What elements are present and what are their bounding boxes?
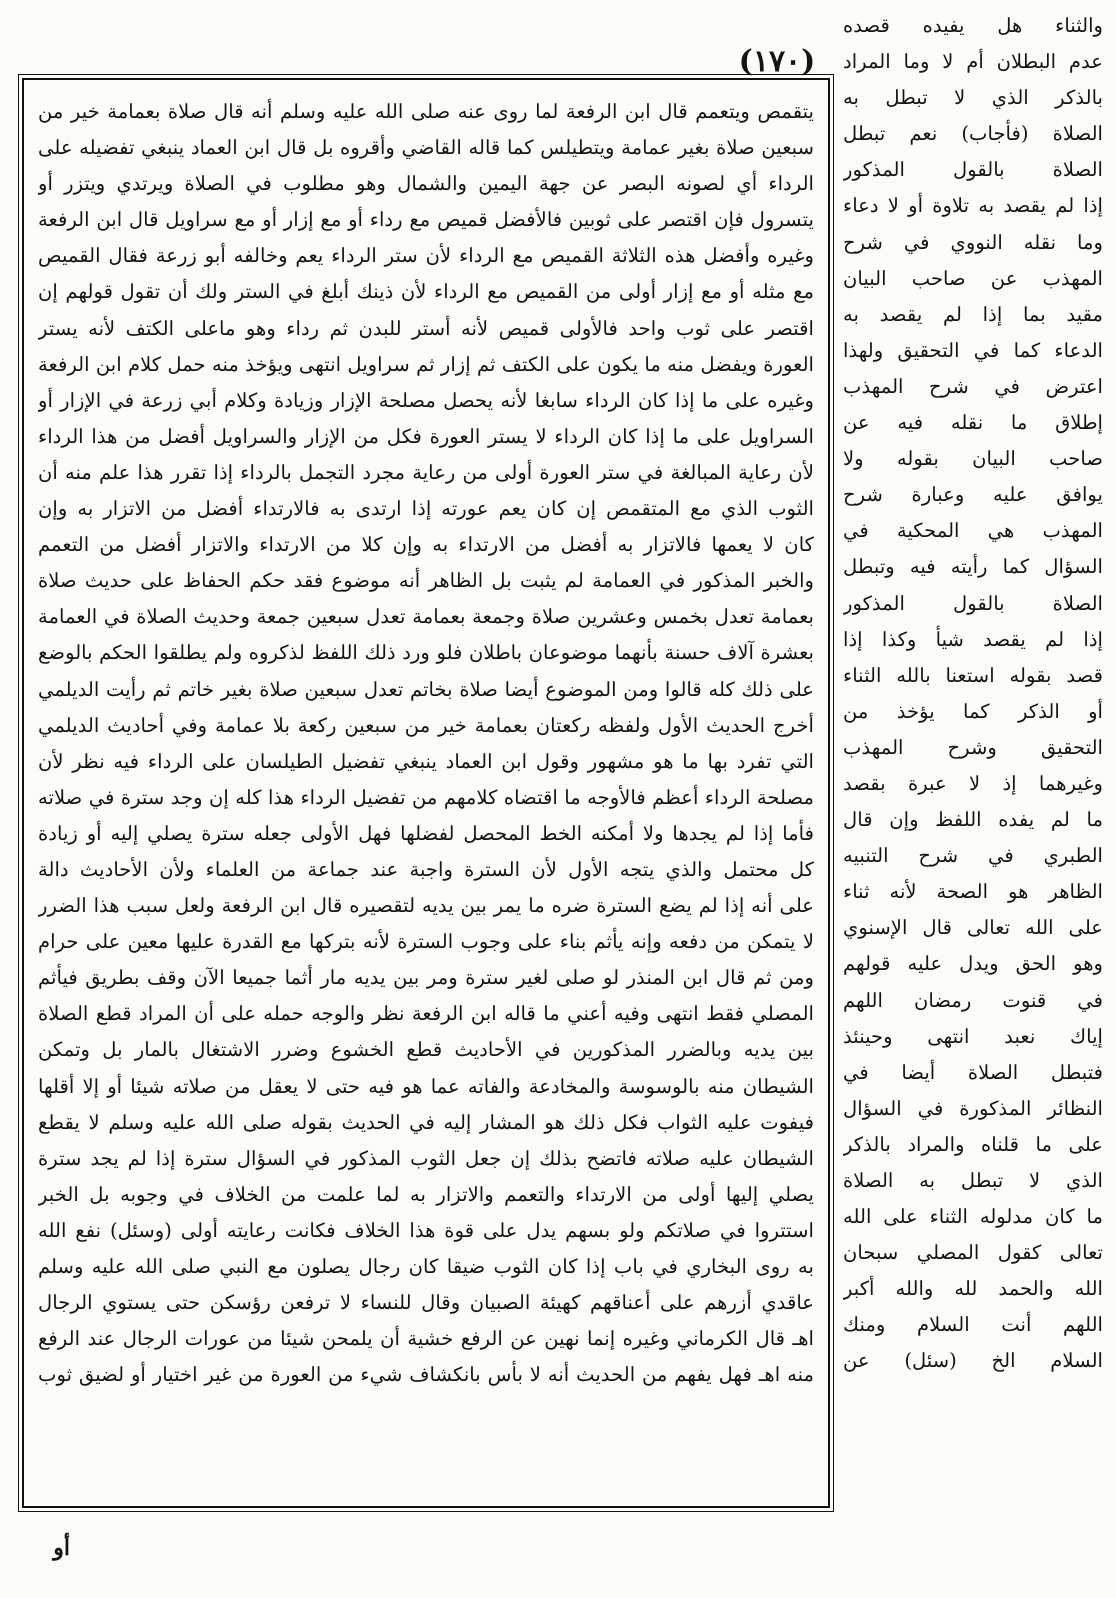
margin-text-line: ما كان مدلوله الثناء على الله xyxy=(843,1205,1103,1229)
margin-text-line: إذا لم يقصد شيأ وكذا إذا xyxy=(843,627,1103,651)
margin-text-line: قصد بقوله استعنا بالله الثناء xyxy=(843,663,1103,687)
main-text-line: بين يديه وبالضرر المذكورين في الأحاديث قطع الخشوع وضرر الاشتغال بالمار بل وتمكن xyxy=(38,1038,814,1062)
margin-text-line: يوافق عليه وعبارة شرح xyxy=(843,483,1103,507)
margin-text-line: إياك نعبد انتهى وحينئذ xyxy=(843,1024,1103,1048)
main-text-body xyxy=(38,94,814,1393)
margin-text-line: النظائر المذكورة في السؤال xyxy=(843,1096,1103,1120)
margin-text-line: السلام الخ (سئل) عن xyxy=(843,1349,1103,1373)
main-text-frame xyxy=(22,78,830,1508)
margin-text-line: الذي لا تبطل به الصلاة xyxy=(843,1169,1103,1192)
margin-text-line: التحقيق وشرح المهذب xyxy=(843,735,1103,759)
main-text-line: كان لا يعمها فالاتزار به أفضل من الارتداء به وإن كلا من الارتداء والاتزار أفضل من التعمم xyxy=(38,533,814,557)
margin-text-line: إطلاق ما نقله فيه عن xyxy=(843,411,1103,435)
main-text-line: والخبر المذكور في العمامة لم يثبت بل الظاهر أنه موضوع فقد حكم الحفاظ على حديث صلاة xyxy=(38,569,814,593)
margin-text-line: المهذب عن صاحب البيان xyxy=(843,266,1103,290)
margin-text-line: تعالى كقول المصلي سبحان xyxy=(843,1241,1103,1265)
main-text-line: به روى البخاري في باب إذا كان الثوب ضيقا كان رجال يصلون مع النبي صلى الله عليه وسلم xyxy=(38,1255,814,1278)
main-text-line: يتسرول فإن اقتصر على ثوبين فالأفضل قميص مع رداء أو مع إزار أو مع سراويل قال ابن الرفعة xyxy=(38,208,814,232)
main-text-line: بعشرة آلاف حسنة بأنهما موضوعان باطلان فلو ورد ذلك اللفظ لذكروه ولم يطلقوا الحكم بالوضع xyxy=(38,641,814,665)
margin-text-line: مقيد بما إذا لم يقصد به xyxy=(843,302,1103,326)
margin-text-line: وغيرهما إذ لا عبرة بقصد xyxy=(843,771,1103,795)
margin-text-line: إذا لم يقصد به تلاوة أو لا دعاء xyxy=(843,194,1103,218)
main-text-line: العورة ويفضل منه ما يكون على الكتف ثم إزار ثم سراويل انتهى ويؤخذ منه حمل كلام ابن الرفعة xyxy=(38,352,814,376)
margin-text-line: وهو الحق ويدل عليه قولهم xyxy=(843,952,1103,976)
main-text-line: السراويل على ما إذا كان الرداء لا يستر العورة فكل من الإزار والسراويل أفضل من هذا الرداء xyxy=(38,424,814,448)
main-text-line: فأما إذا لم يجدها ولا أمكنه الخط المحصل لفضلها فهل الأولى جعله سترة يصلي إليه أو زيادة xyxy=(38,821,814,845)
main-text-line: فيفوت عليه الثواب فكل ذلك هو المشار إليه في الحديث بقوله صلى الله عليه وسلم لا يقطع xyxy=(38,1110,814,1134)
margin-text-line: على الله تعالى قال الإسنوي xyxy=(843,916,1103,940)
main-text-line: مع مثله أو مع إزار أولى من القميص مع الرداء لأن ذينك أبلغ في الستر ولك أن تقول قولهم إن xyxy=(38,280,814,304)
main-text-line: سبعين صلاة بغير عمامة ويتطيلس كما قاله القاضي وأقروه بل قال ابن العماد ينبغي تفضيله على xyxy=(38,136,814,160)
main-text-line: لا يتمكن من دفعه وإنه يأثم بناء على وجوب السترة لأنه بتركها مع القدرة عليها معين على حرام xyxy=(38,930,814,954)
margin-text-line: الصلاة بالقول المذكور xyxy=(843,591,1103,615)
margin-text-line: وما نقله النووي في شرح xyxy=(843,230,1103,254)
main-text-line: الشيطان عليه صلاته فاتضح بذلك إن جعل الثوب المذكور في السؤال سترة إذا لم يجد سترة xyxy=(38,1146,814,1170)
margin-text-line: على ما قلناه والمراد بالذكر xyxy=(843,1132,1103,1156)
margin-text-line: اللهم أنت السلام ومنك xyxy=(843,1313,1103,1337)
main-text-line: اهـ قال الكرماني وغيره إنما نهين عن الرفع خشية أن يلمحن شيئا من عورات الرجال عند الرفع xyxy=(38,1327,814,1351)
margin-text-line: فتبطل الصلاة أيضا في xyxy=(843,1060,1103,1084)
margin-text-line: الظاهر هو الصحة لأنه ثناء xyxy=(843,880,1103,904)
margin-text-line: عدم البطلان أم لا وما المراد xyxy=(843,50,1103,74)
main-text-line: ومن ثم قال ابن المنذر لو صلى لغير سترة ومر بين يديه مار أثما جميعا الآن وقف بطريق فيأثم xyxy=(38,966,814,990)
main-text-line: عاقدي أزرهم على أعناقهم كهيئة الصبيان وقال للنساء لا ترفعن رؤسكن حتى يستوي الرجال xyxy=(38,1291,814,1315)
margin-text-line: الطبري في شرح التنبيه xyxy=(843,844,1103,868)
main-text-line: على ذلك كله قالوا ومن الموضوع أيضا صلاة بخاتم تعدل سبعين صلاة بغير خاتم ثم رأيت الديلمي xyxy=(38,677,814,701)
main-text-line: منه اهـ فهل يفهم من الحديث أنه لا بأس بانكشاف شيء من العورة من غير اختيار أو لضيق ثوب xyxy=(38,1363,814,1387)
main-text-line: وغيره وأفضل هذه الثلاثة القميص مع الرداء لأن ستر الرداء يعم وخالفه أبو زرعة فقال القميص xyxy=(38,244,814,268)
margin-text-line: الله والحمد لله والله أكبر xyxy=(843,1277,1103,1301)
margin-text-line: صاحب البيان بقوله ولا xyxy=(843,447,1103,471)
margin-text-line: السؤال كما رأيته فيه وتبطل xyxy=(843,555,1103,579)
margin-text-line: أو الذكر كما يؤخذ من xyxy=(843,699,1103,723)
catchword: أو xyxy=(53,1535,70,1561)
main-text-line: اقتصر على ثوب واحد فالأولى قميص لأنه أستر للبدن ثم رداء وهو ماعلى الكتف لأنه يستر xyxy=(38,316,814,340)
main-text-line: وغيره على ما إذا كان الرداء سابغا لأنه يحصل مصلحة الإزار وزيادة وكلام أبي زرعة في الإزار أو xyxy=(38,388,814,412)
main-text-line: التي تفرد بها ما هو مشهور وقول ابن العماد ينبغي تفضيل الطيلسان على الرداء فيه نظر لأن xyxy=(38,749,814,773)
margin-text-line: في قنوت رمضان اللهم xyxy=(843,988,1103,1012)
main-text-line: يتقمص ويتعمم قال ابن الرفعة لما روى عنه صلى الله عليه وسلم أنه قال صلاة بعمامة خير من xyxy=(38,100,814,123)
main-text-line: استتروا في صلاتكم ولو بسهم يدل على قوة هذا الخلاف فكانت رعايته أولى (وسئل) نفع الله xyxy=(38,1218,814,1242)
main-text-line: على أنه إذا لم يضع السترة ضره ما يمر بين يديه لتقصيره قال ابن الرفعة ولعل سبب هذا الضرر xyxy=(38,894,814,918)
margin-text-line: الصلاة (فأجاب) نعم تبطل xyxy=(843,122,1103,146)
margin-text-line: المهذب هي المحكية في xyxy=(843,519,1103,543)
main-text-line: الشيطان منه بالوسوسة والمخادعة والفاته عما هو فيه حتى لا يعقل من صلاته شيئا أو إلا أقلها xyxy=(38,1074,814,1098)
main-text-line: يصلي إليها أولى من الارتداء والتعمم والاتزار به لما علمت من الخلاف في وجوبه بل الخبر xyxy=(38,1182,814,1206)
margin-text-line: اعترض في شرح المهذب xyxy=(843,374,1103,398)
main-text-line: كل محتمل والذي يتجه الأول لأن السترة واجبة عند جماعة من العلماء ولأن الأحاديث دالة xyxy=(38,857,814,881)
main-text-line: أخرج الحديث الأول ولفظه ركعتان بعمامة خير من سبعين ركعة بلا عمامة وفي أحاديث الديلمي xyxy=(38,713,814,737)
main-text-line: المصلي فقط انتهى وفيه أعني ما قاله ابن الرفعة نظر والوجه حمله على أن المراد قطع الصلاة xyxy=(38,1002,814,1026)
margin-text-line: الدعاء كما في التحقيق ولهذا xyxy=(843,338,1103,362)
main-text-line: بعمامة تعدل بخمس وعشرين صلاة وجمعة بعمامة تعدل سبعين جمعة وحديث الصلاة في العمامة xyxy=(38,605,814,629)
main-text-line: مصلحة الرداء أعظم فالأوجه ما اقتضاه كلامهم من تفضيل الرداء هذا كله إن وجد سترة في صلاته xyxy=(38,785,814,809)
margin-text-line: ما لم يفده اللفظ وإن قال xyxy=(843,808,1103,832)
margin-text-line: والثناء هل يفيده قصده xyxy=(843,14,1103,37)
page-number: (١٧٠) xyxy=(738,44,816,79)
margin-text-line: الصلاة بالقول المذكور xyxy=(843,158,1103,182)
margin-commentary xyxy=(843,8,1103,1588)
main-text-line: الرداء أي لصونه البصر عن جهة اليمين والشمال وهو مطلوب في الصلاة ويرتدي ويتزر أو xyxy=(38,172,814,196)
main-text-line: الثوب الذي مع المتقمص إن كان يعم عورته إذا ارتدى به فالارتداء أفضل من الاتزار به وإن xyxy=(38,497,814,521)
margin-text-line: بالذكر الذي لا تبطل به xyxy=(843,86,1103,110)
main-text-line: لأن رعاية المبالغة في ستر العورة أولى من رعاية مجرد التجمل بالرداء إذا تقرر هذا علم منه أن xyxy=(38,460,814,484)
